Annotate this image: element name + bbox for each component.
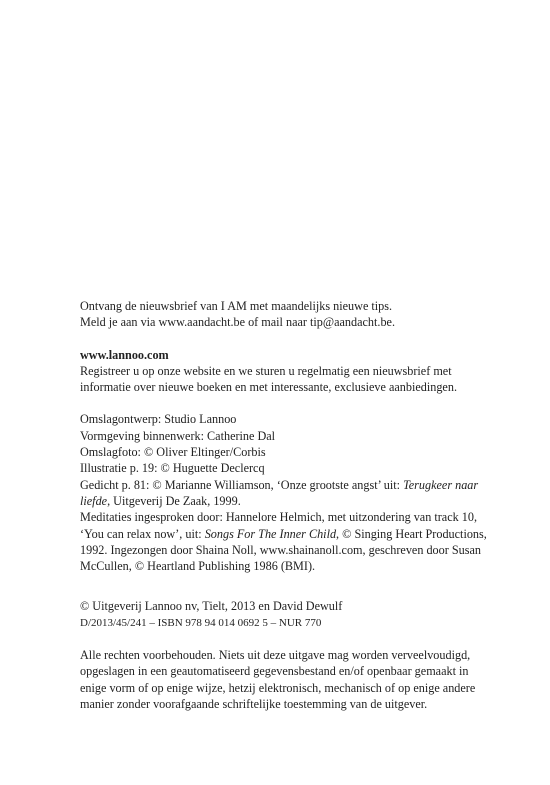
newsletter-line-2: Meld je aan via www.aandacht.be of mail naar tip@aandacht.be. — [80, 315, 395, 330]
rights-line-3: enige vorm of op enige wijze, hetzij elektronisch, mechanisch of op enige andere — [80, 680, 476, 695]
website-line-1: Registreer u op onze website en we sturen u regelmatig een nieuwsbrief met — [80, 363, 452, 378]
poem-title-part-2: liefde — [80, 493, 108, 508]
website-line-2: informatie over nieuwe boeken en met interessante, exclusieve aanbiedingen. — [80, 380, 457, 395]
isbn-line: D/2013/45/241 – ISBN 978 94 014 0692 5 – NUR 770 — [80, 616, 322, 629]
credit-meditations-line-3: 1992. Ingezongen door Shaina Noll, www.shainanoll.com, geschreven door Susan — [80, 542, 481, 557]
website-url: www.lannoo.com — [80, 347, 169, 362]
copyright-block — [80, 598, 520, 631]
credit-meditations-line-4: McCullen, © Heartland Publishing 1986 (BMI). — [80, 559, 316, 574]
credits-block — [80, 411, 520, 574]
credit-illustration: Illustratie p. 19: © Huguette Declercq — [80, 461, 265, 476]
copyright-line: © Uitgeverij Lannoo nv, Tielt, 2013 en David Dewulf — [80, 599, 343, 614]
song-album-title: Songs For The Inner Child — [204, 526, 337, 541]
credit-poem-line-1: Gedicht p. 81: © Marianne Williamson, ‘Onze grootste angst’ uit: Terugkeer naar — [80, 477, 479, 492]
credit-cover-design: Omslagontwerp: Studio Lannoo — [80, 412, 237, 427]
colophon — [80, 298, 520, 728]
credit-cover-photo: Omslagfoto: © Oliver Eltinger/Corbis — [80, 445, 266, 460]
newsletter-block — [80, 298, 520, 331]
poem-title-part-1: Terugkeer naar — [403, 477, 479, 492]
newsletter-line-1: Ontvang de nieuwsbrief van I AM met maandelijks nieuwe tips. — [80, 299, 393, 313]
rights-line-2: opgeslagen in een geautomatiseerd gegevensbestand en/of openbaar gemaakt in — [80, 664, 469, 679]
credit-meditations-line-2: ‘You can relax now’, uit: Songs For The Inner Child, © Singing Heart Productions, — [80, 526, 487, 541]
credit-poem-line-2: liefde, Uitgeverij De Zaak, 1999. — [80, 493, 241, 508]
rights-line-1: Alle rechten voorbehouden. Niets uit deze uitgave mag worden verveelvoudigd, — [80, 648, 471, 663]
rights-line-4: manier zonder voorafgaande schriftelijke toestemming van de uitgever. — [80, 696, 428, 711]
website-block — [80, 347, 520, 396]
credit-interior-design: Vormgeving binnenwerk: Catherine Dal — [80, 428, 276, 443]
credit-meditations-line-1: Meditaties ingesproken door: Hannelore Helmich, met uitzondering van track 10, — [80, 510, 477, 525]
rights-block — [80, 647, 520, 712]
